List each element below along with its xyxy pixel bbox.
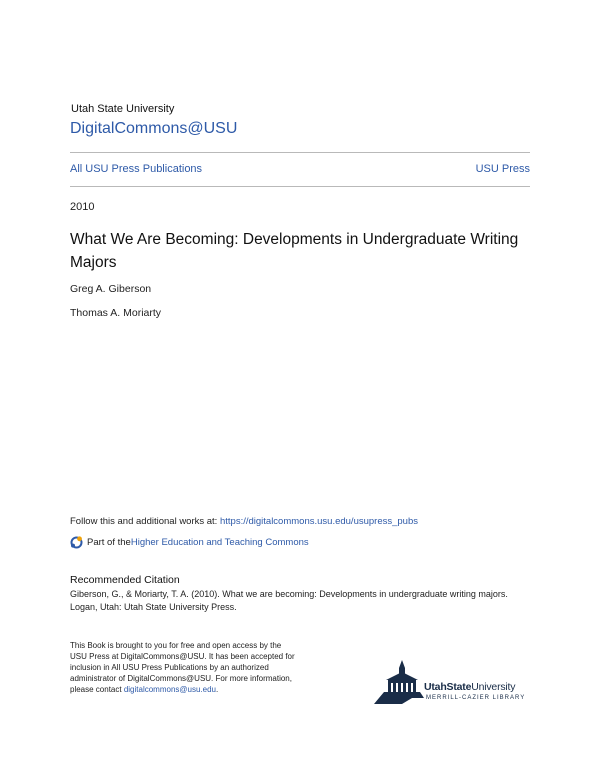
part-of-prefix: Part of the	[87, 537, 131, 548]
follow-line	[70, 516, 418, 527]
publisher-link[interactable]: USU Press	[475, 163, 530, 175]
access-notice	[70, 640, 300, 695]
collection-link[interactable]: All USU Press Publications	[70, 163, 203, 175]
logo-wordmark	[424, 681, 515, 693]
divider-bottom	[70, 186, 530, 187]
logo-wordmark-bold: UtahState	[424, 681, 472, 693]
publication-year: 2010	[70, 201, 95, 213]
citation-text: Giberson, G., & Moriarty, T. A. (2010). What we are becoming: Developments in undergraduate writing majors. Logan, Utah: Utah State University Press.	[70, 589, 508, 612]
university-name: Utah State University	[71, 103, 175, 115]
part-of-line	[70, 536, 309, 549]
logo-wordmark-regular: University	[471, 681, 516, 693]
logo-library-name: MERRILL-CAZIER LIBRARY	[426, 695, 526, 701]
contact-email-link[interactable]: digitalcommons@usu.edu	[123, 685, 216, 694]
collection-url-link[interactable]: https://digitalcommons.usu.edu/usupress_pubs	[219, 516, 418, 527]
divider-top	[70, 152, 530, 153]
discipline-link[interactable]: Higher Education and Teaching Commons	[130, 537, 309, 548]
access-notice-suffix: .	[215, 685, 219, 694]
document-title: What We Are Becoming: Developments in Undergraduate Writing Majors	[70, 231, 519, 271]
network-icon	[70, 536, 83, 549]
follow-prefix: Follow this and additional works at:	[70, 516, 220, 527]
access-notice-text: This Book is brought to you for free and open access by the USU Press at DigitalCommons@USU. It has been accepted for inclusion in All USU Press Publications by an authorized administrator of DigitalCommons@USU. For more information, please contact	[70, 641, 295, 694]
author-name: Greg A. Giberson	[70, 283, 152, 295]
citation-heading: Recommended Citation	[70, 574, 180, 586]
repository-link[interactable]: DigitalCommons@USU	[70, 120, 238, 137]
author-name: Thomas A. Moriarty	[70, 307, 162, 319]
